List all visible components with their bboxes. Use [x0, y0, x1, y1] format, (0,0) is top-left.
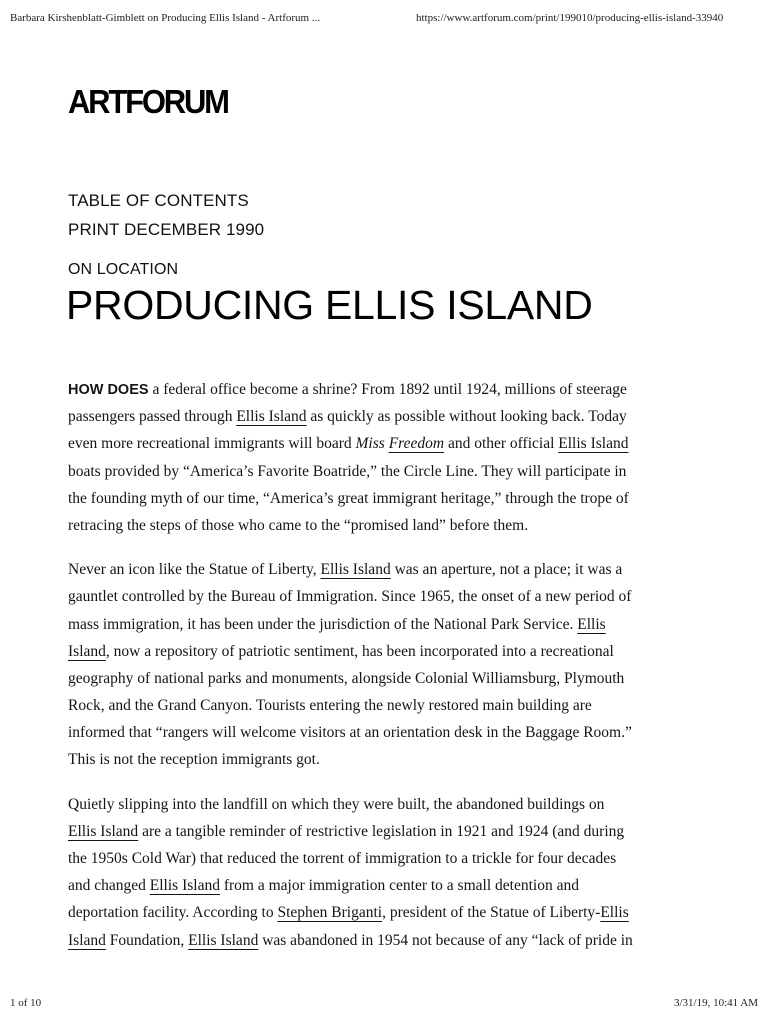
ship-name-text: Miss [355, 435, 389, 453]
paragraph-text: even more recreational immigrants will board [68, 435, 356, 453]
article-paragraph [68, 376, 708, 539]
ellis-island-link[interactable]: Ellis Island [236, 408, 307, 426]
freedom-link[interactable]: Freedom [388, 435, 445, 453]
ellis-island-link[interactable]: Ellis [577, 615, 606, 633]
print-timestamp: 3/31/19, 10:41 AM [673, 997, 758, 1009]
paragraph-text: , president of the Statue of Liberty- [382, 904, 601, 922]
document-title: Barbara Kirshenblatt-Gimblett on Producing Ellis Island - Artforum ... [10, 12, 321, 24]
paragraph-text: was an aperture, not a place; it was a [390, 561, 623, 579]
paragraph-line: Rock, and the Grand Canyon. Tourists entering the newly restored main building are [68, 697, 592, 715]
paragraph-text: , now a repository of patriotic sentiment, has been incorporated into a recreational [105, 642, 614, 660]
paragraph-line: This is not the reception immigrants got. [68, 751, 320, 769]
paragraph-text: passengers passed through [68, 408, 237, 426]
paragraph-text: was abandoned in 1954 not because of any “lack of pride in [258, 931, 633, 949]
paragraph-text: Foundation, [105, 931, 189, 949]
stephen-briganti-link[interactable]: Stephen Briganti [277, 904, 383, 922]
ellis-island-link[interactable]: Ellis Island [149, 877, 220, 895]
paragraph-text: from a major immigration center to a small detention and [219, 877, 579, 895]
ellis-island-link[interactable]: Ellis [600, 904, 629, 922]
paragraph-text: as quickly as possible without looking back. Today [306, 408, 627, 426]
paragraph-line: gauntlet controlled by the Bureau of Immigration. Since 1965, the onset of a new period of [68, 588, 632, 606]
paragraph-text: a federal office become a shrine? From 1892 until 1924, millions of steerage [148, 381, 627, 398]
paragraph-text: mass immigration, it has been under the jurisdiction of the National Park Service. [68, 615, 578, 633]
article-paragraph [68, 556, 708, 774]
article-body [68, 376, 708, 954]
table-of-contents-link[interactable]: TABLE OF CONTENTS [68, 191, 249, 210]
paragraph-line: informed that “rangers will welcome visitors at an orientation desk in the Baggage Room.” [68, 724, 632, 742]
paragraph-line: the founding myth of our time, “America’s great immigrant heritage,” through the trope of [68, 489, 629, 507]
ellis-island-link[interactable]: Ellis Island [68, 822, 139, 840]
paragraph-text: deportation facility. According to [68, 904, 278, 922]
ellis-island-link[interactable]: Ellis Island [320, 561, 391, 579]
article-paragraph [68, 791, 708, 954]
artforum-logo[interactable]: ARTFORUM [68, 83, 228, 121]
paragraph-text: Never an icon like the Statue of Liberty, [68, 561, 321, 579]
lead-in-text: HOW DOES [68, 382, 149, 398]
paragraph-text: and other official [444, 435, 559, 453]
ellis-island-link[interactable]: Island [68, 931, 106, 949]
page-url: https://www.artforum.com/print/199010/producing-ellis-island-33940 [416, 12, 724, 24]
section-label[interactable]: ON LOCATION [68, 261, 179, 278]
ellis-island-link[interactable]: Ellis Island [188, 931, 259, 949]
paragraph-line: retracing the steps of those who came to the “promised land” before them. [68, 516, 529, 534]
ellis-island-link[interactable]: Ellis Island [558, 435, 629, 453]
paragraph-text: and changed [68, 877, 150, 895]
paragraph-line: geography of national parks and monuments, alongside Colonial Williamsburg, Plymouth [68, 669, 625, 687]
ellis-island-link[interactable]: Island [68, 642, 106, 660]
article-headline: PRODUCING ELLIS ISLAND [66, 282, 593, 328]
paragraph-text: are a tangible reminder of restrictive legislation in 1921 and 1924 (and during [138, 822, 625, 840]
paragraph-line: the 1950s Cold War) that reduced the torrent of immigration to a trickle for four decades [68, 850, 617, 867]
paragraph-line: boats provided by “America’s Favorite Boatride,” the Circle Line. They will participate in [68, 462, 627, 480]
print-header [10, 12, 758, 28]
page-counter: 1 of 10 [10, 997, 42, 1009]
paragraph-line: Quietly slipping into the landfill on which they were built, the abandoned buildings on [68, 795, 605, 813]
issue-link[interactable]: PRINT DECEMBER 1990 [68, 220, 265, 239]
